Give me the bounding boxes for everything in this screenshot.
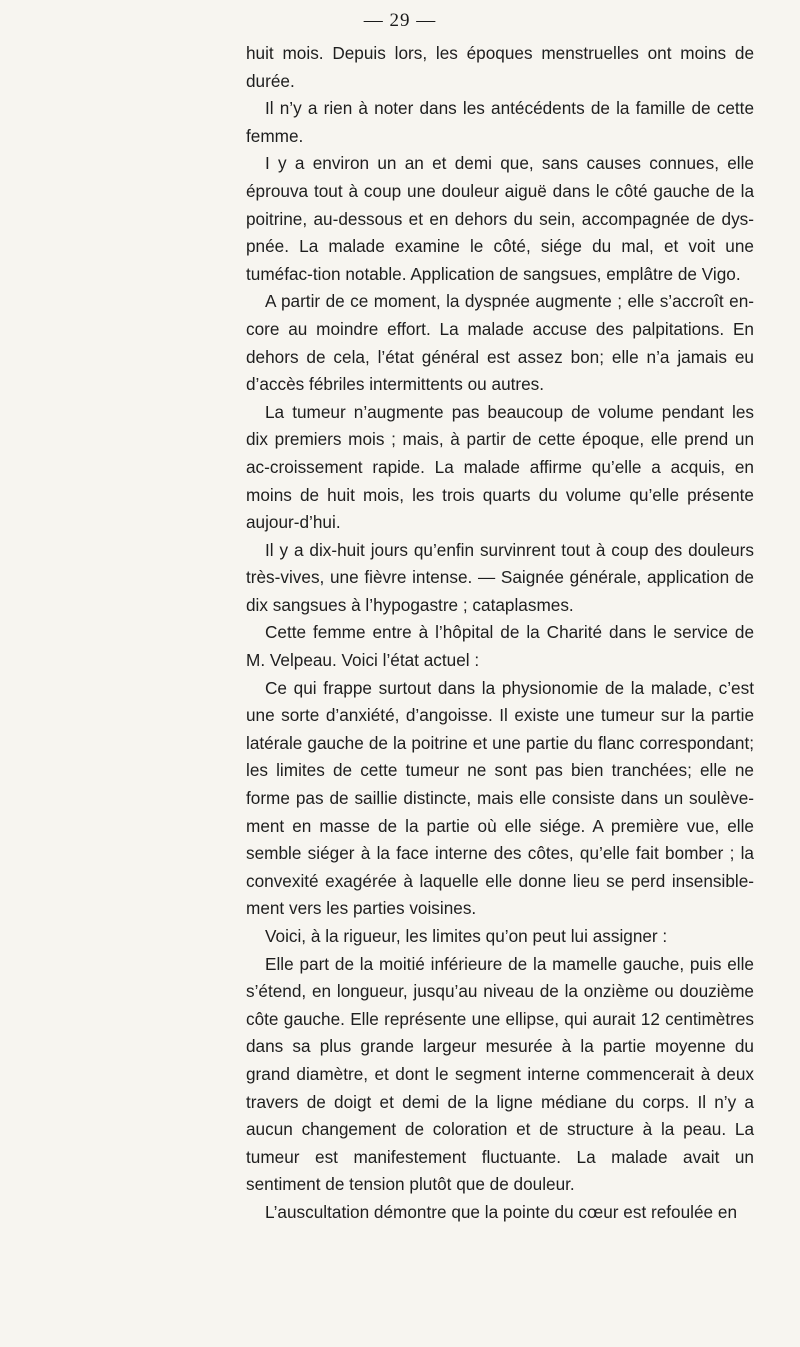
paragraph-auscultation: L’auscultation démontre que la pointe du cœur est refoulée en xyxy=(265,1201,738,1222)
paragraph-acute-pain: Il y a dix-huit jours qu’enfin survinrent tout à coup des douleurs très-vives, une fièvre intense. — Saignée générale, application de dix sangsues à l’hypogastre ; cataplasmes. xyxy=(246,539,754,615)
body-text xyxy=(246,40,754,1227)
paragraph-physiognomy: Ce qui frappe surtout dans la physionomie de la malade, c’est une sorte d’anxiété, d’angoisse. Il existe une tumeur sur la partie latérale gauche de la poitrine et une partie du flanc correspondant; les limites de cette tumeur ne sont pas bien tranchées; elle ne forme pas de saillie distincte, mais elle consiste dans un soulève-ment en masse de la partie où elle siége. A première vue, elle semble siéger à la face interne des côtes, qu’elle fait bomber ; la convexité exagérée à laquelle elle donne lieu se perd insensible-ment vers les parties voisines. xyxy=(246,677,754,919)
paragraph-dyspnea: A partir de ce moment, la dyspnée augmente ; elle s’accroît en-core au moindre effort. La malade accuse des palpitations. En dehors de cela, l’état général est assez bon; elle n’a jamais eu d’accès fébriles intermittents ou autres. xyxy=(246,291,754,395)
paragraph-tumor-growth: La tumeur n’augmente pas beaucoup de volume pendant les dix premiers mois ; mais, à partir de cette époque, elle prend un ac-croissement rapide. La malade affirme qu’elle a acquis, en moins de huit mois, les trois quarts du volume qu’elle présente aujour-d’hui. xyxy=(246,401,754,533)
paragraph-continuation: huit mois. Depuis lors, les époques menstruelles ont moins de durée. xyxy=(246,43,754,91)
paragraph-limits-intro: Voici, à la rigueur, les limites qu’on peut lui assigner : xyxy=(265,926,668,946)
paragraph-hospital-entry: Cette femme entre à l’hôpital de la Charité dans le service de M. Velpeau. Voici l’état actuel : xyxy=(246,622,754,671)
paragraph-family-history: Il n’y a rien à noter dans les antécédents de la famille de cette femme. xyxy=(246,98,754,146)
paragraph-onset: I y a environ un an et demi que, sans causes connues, elle éprouva tout à coup une douleur aiguë dans le côté gauche de la poitrine, au-dessous et en dehors du sein, accompagnée de dys-pnée. La malade examine le côté, siége du mal, et voit une tuméfac-tion notable. Application de sangsues, emplâtre de Vigo. xyxy=(246,153,754,284)
paragraph-tumor-description: Elle part de la moitié inférieure de la mamelle gauche, puis elle s’étend, en longueur, jusqu’au niveau de la onzième ou douzième côte gauche. Elle représente une ellipse, qui aurait 12 centimètres dans sa plus grande largeur mesurée à la partie moyenne du grand diamètre, et dont le segment interne commencerait à deux travers de doigt et demi de la ligne médiane du corps. Il n’y a aucun changement de coloration et de structure à la peau. La tumeur est manifestement fluctuante. La malade avait un sentiment de tension plutôt que de douleur. xyxy=(246,953,754,1195)
page-number: — 29 — xyxy=(363,10,437,31)
